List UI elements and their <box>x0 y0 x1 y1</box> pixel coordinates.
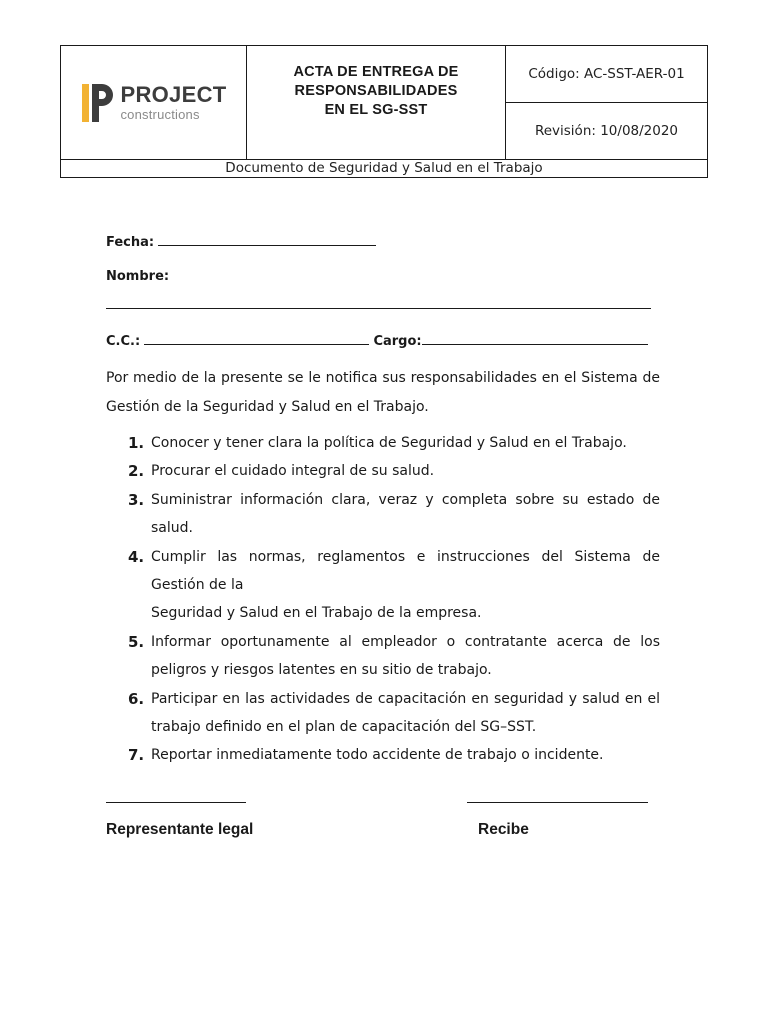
fecha-field <box>106 233 376 250</box>
document-code: Código: AC-SST-AER-01 <box>506 46 708 103</box>
list-item <box>106 685 660 742</box>
item-text: Informar oportunamente al empleador o contratante acerca de los peligros y riesgos latentes en su sitio de trabajo. <box>151 633 660 679</box>
cc-cargo-field <box>106 332 648 349</box>
item-text: Participar en las actividades de capacitación en seguridad y salud en el trabajo definido en el plan de capacitación del SG–SST. <box>151 690 660 736</box>
list-item <box>106 628 660 685</box>
intro-paragraph: Por medio de la presente se le notifica sus responsabilidades en el Sistema de Gestión de la Seguridad y Salud en el Trabajo. <box>106 370 660 415</box>
company-logo <box>61 82 246 124</box>
document-revision: Revisión: 10/08/2020 <box>506 103 708 160</box>
item-number: 7. <box>128 746 145 765</box>
nombre-label: Nombre: <box>106 269 170 284</box>
cc-blank-line <box>144 332 369 345</box>
title-line: RESPONSABILIDADES <box>294 83 458 99</box>
item-text: Suministrar información clara, veraz y completa sobre su estado de salud. <box>151 491 660 537</box>
signature-line-left <box>106 802 246 803</box>
logo-sub-text: constructions <box>120 107 200 122</box>
signature-line-right <box>467 802 648 803</box>
fecha-blank-line <box>158 233 376 246</box>
document-subtitle: Documento de Seguridad y Salud en el Trabajo <box>61 160 708 178</box>
list-item <box>106 457 660 485</box>
item-text: Cumplir las normas, reglamentos e instrucciones del Sistema de Gestión de la <box>151 548 660 594</box>
cargo-blank-line <box>422 332 648 345</box>
item-text: Reportar inmediatamente todo accidente de trabajo o incidente. <box>151 747 604 764</box>
fecha-label: Fecha: <box>106 235 155 250</box>
nombre-blank-row <box>106 296 651 313</box>
signature-label-recibe: Recibe <box>478 821 529 838</box>
title-line: ACTA DE ENTREGA DE <box>293 64 459 80</box>
item-number: 5. <box>128 632 145 651</box>
list-item <box>106 543 660 628</box>
nombre-blank-line <box>106 296 651 309</box>
logo-cell <box>61 46 247 160</box>
responsibilities-list <box>106 429 660 770</box>
list-item <box>106 429 660 457</box>
item-text: Conocer y tener clara la política de Seguridad y Salud en el Trabajo. <box>151 435 627 451</box>
list-item <box>106 741 660 769</box>
cc-label: C.C.: <box>106 334 141 349</box>
cargo-label: Cargo: <box>373 334 422 349</box>
item-number: 1. <box>128 434 145 452</box>
document-header <box>60 45 708 178</box>
item-number: 3. <box>128 490 145 509</box>
nombre-field <box>106 269 169 284</box>
item-number: 6. <box>128 689 145 708</box>
list-item <box>106 486 660 543</box>
title-line: EN EL SG-SST <box>324 102 428 118</box>
signature-label-representante: Representante legal <box>106 821 254 838</box>
item-number: 2. <box>128 462 145 481</box>
logo-main-text: PROJECT <box>120 82 227 107</box>
document-title <box>247 46 506 160</box>
item-text-continuation: Seguridad y Salud en el Trabajo de la empresa. <box>151 605 482 622</box>
item-text: Procurar el cuidado integral de su salud. <box>151 463 435 480</box>
project-logo-icon <box>80 82 114 124</box>
item-number: 4. <box>128 547 145 566</box>
